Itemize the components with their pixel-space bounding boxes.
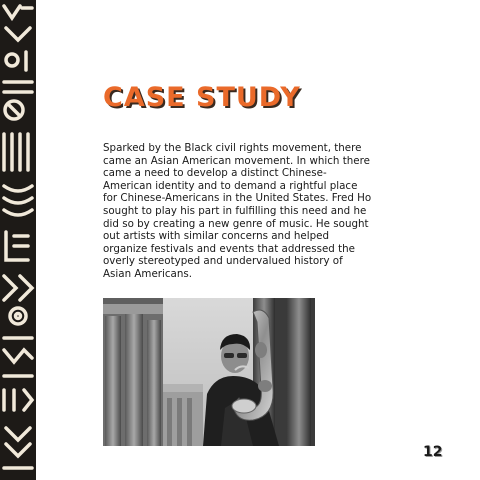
page-number: 12 [423,444,443,460]
page-title: CASE STUDY [103,82,301,113]
tribal-pattern-icon [0,0,36,480]
decorative-pattern-strip [0,0,36,480]
case-study-body: Sparked by the Black civil rights movement, there came an Asian American movement. In which there came a need to develop a distinct Chinese-American identity and to demand a rightful place for Chinese-Americans in the United States. Fred Ho sought to play his part in fulfilling this need and he did so by creating a new genre of music. He sought out artists with similar concerns and helped organize festivals and events that addressed the overly stereotyped and undervalued history of Asian Americans. [103,142,372,280]
saxophone-player-photo [103,298,315,446]
photo-illustration-icon [103,298,315,446]
